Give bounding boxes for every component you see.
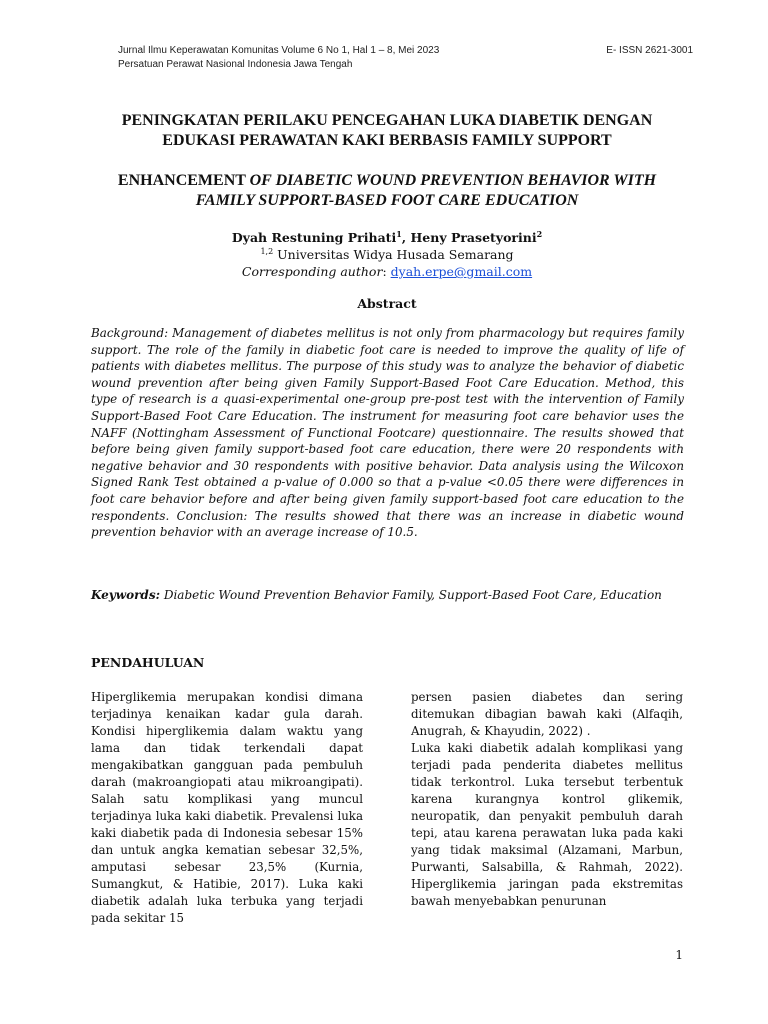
author-1: Dyah Restuning Prihati [231, 230, 397, 245]
corresponding-author [90, 263, 684, 280]
keywords-label: Keywords: [91, 588, 161, 602]
title-id-line1: PENINGKATAN PERILAKU PENCEGAHAN LUKA DIABETIK DENGAN [121, 112, 653, 129]
author-block [90, 229, 684, 280]
page-number: 1 [675, 948, 683, 962]
author-2-affil-mark: 2 [536, 228, 543, 239]
left-paragraph: Hiperglikemia merupakan kondisi dimana terjadinya kenaikan kadar gula darah. Kondisi hiperglikemia dalam waktu yang lama dan tidak terkendali dapat mengakibatkan gangguan pada pembuluh darah (makroangiopati atau mikroangipati). Salah satu komplikasi yang muncul terjadinya luka kaki diabetik. Prevalensi luka kaki diabetik pada di Indonesia sebesar 15% dan untuk angka kematian sebesar 32,5%, amputasi sebesar 23,5% (Kurnia, Sumangkut, & Hatibie, 2017). Luka kaki diabetik adalah luka terbuka yang terjadi pada sekitar 15 [91, 690, 363, 925]
publisher-line: Persatuan Perawat Nasional Indonesia Jawa Tengah [118, 59, 353, 70]
issn-label: E- ISSN 2621-3001 [606, 45, 693, 56]
title-en-line1-rest: OF DIABETIC WOUND PREVENTION BEHAVIOR WITH [249, 172, 657, 189]
journal-header [118, 44, 439, 72]
abstract-text: Background: Management of diabetes mellitus is not only from pharmacology but requires family support. The role of the family in diabetic foot care is needed to improve the quality of life of patients with diabetes mellitus. The purpose of this study was to analyze the behavior of diabetic wound prevention after being given Family Support-Based Foot Care Education. Method, this type of research is a quasi-experimental one-group pre-post test with the intervention of Family Support-Based Foot Care Education. The instrument for measuring foot care behavior uses the NAFF (Nottingham Assessment of Functional Footcare) questionnaire. The results showed that before being given family support-based foot care education, there were 20 respondents with negative behavior and 30 respondents with positive behavior. Data analysis using the Wilcoxon Signed Rank Test obtained a p-value of 0.000 so that a p-value <0.05 there were differences in foot care behavior before and after being given family support-based foot care education to the respondents. Conclusion: The results showed that there was an increase in diabetic wound prevention behavior with an average increase of 10.5. [91, 326, 684, 540]
title-id-line2: EDUKASI PERAWATAN KAKI BERBASIS FAMILY SUPPORT [162, 132, 612, 149]
author-names [90, 229, 684, 246]
corresponding-label: Corresponding author [241, 264, 383, 279]
author-email-link[interactable]: dyah.erpe@gmail.com [390, 264, 533, 279]
abstract-heading: Abstract [357, 296, 417, 311]
corresponding-colon: : [382, 264, 391, 279]
keywords-text: Diabetic Wound Prevention Behavior Family, Support-Based Foot Care, Education [160, 588, 662, 602]
title-english [90, 171, 684, 211]
right-paragraph-1: persen pasien diabetes dan sering ditemukan dibagian bawah kaki (Alfaqih, Anugrah, & Khayudin, 2022) . [411, 690, 683, 738]
journal-citation: Jurnal Ilmu Keperawatan Komunitas Volume 6 No 1, Hal 1 – 8, Mei 2023 [118, 45, 440, 56]
title-en-prefix: ENHANCEMENT [117, 172, 250, 189]
affiliation-name: Universitas Widya Husada Semarang [273, 247, 514, 262]
title-indonesian [90, 111, 684, 151]
title-en-line1 [90, 171, 684, 191]
body-column-right [411, 689, 683, 910]
affiliation [90, 246, 684, 263]
author-1-affil-mark: 1 [396, 228, 402, 239]
right-paragraph-2: Luka kaki diabetik adalah komplikasi yang terjadi pada penderita diabetes mellitus tidak terkontrol. Luka tersebut terbentuk karena kurangnya kontrol glikemik, neuropatik, dan penyakit pembuluh darah tepi, atau karena perawatan luka pada kaki yang tidak maksimal (Alzamani, Marbun, Purwanti, Salsabilla, & Rahmah, 2022). Hiperglikemia jaringan pada ekstremitas bawah menyebabkan penurunan [411, 741, 683, 908]
section-heading: PENDAHULUAN [91, 655, 205, 670]
keywords [91, 587, 684, 604]
body-column-left [91, 689, 363, 927]
author-separator: , [401, 230, 411, 245]
title-en-line2: FAMILY SUPPORT-BASED FOOT CARE EDUCATION [195, 192, 579, 209]
affiliation-mark: 1,2 [260, 246, 274, 256]
author-2: Heny Prasetyorini [410, 230, 537, 245]
